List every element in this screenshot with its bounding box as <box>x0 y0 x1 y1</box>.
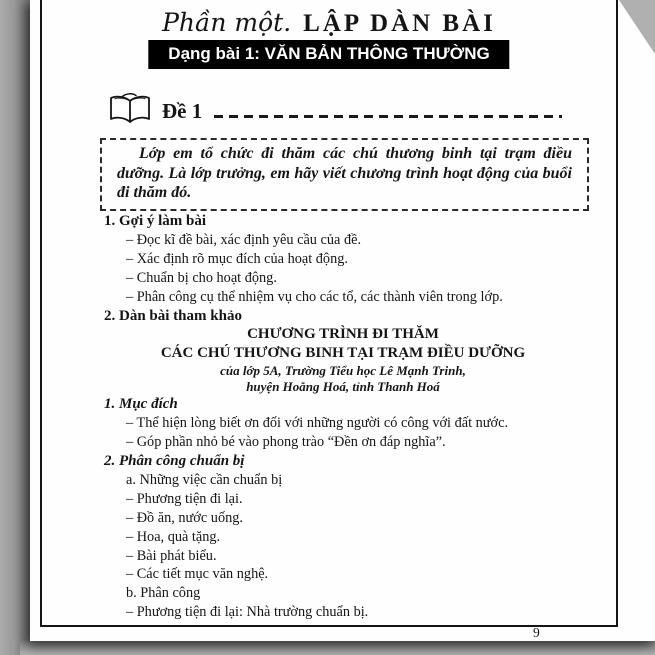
content-line: huyện Hoằng Hoá, tỉnh Thanh Hoá <box>246 379 440 395</box>
content-line: – Hoa, quà tặng. <box>126 528 221 545</box>
content-line: a. Những việc cần chuẩn bị <box>126 471 283 488</box>
part-label: Phần một. <box>162 8 292 37</box>
content-line: 2. Dàn bài tham khảo <box>104 307 242 324</box>
content-line: – Góp phần nhỏ bé vào phong trào “Đền ơn đáp nghĩa”. <box>126 434 446 451</box>
content-line: – Bài phát biểu. <box>126 547 217 564</box>
book-page <box>30 0 655 641</box>
content-line: của lớp 5A, Trường Tiểu học Lê Mạnh Trinh, <box>220 363 466 379</box>
content-list <box>104 212 582 622</box>
page-number: 9 <box>533 625 540 640</box>
bottom-page-shadow <box>20 641 655 655</box>
content-line: – Phân công cụ thể nhiệm vụ cho các tổ, các thành viên trong lớp. <box>126 288 503 305</box>
content-line: – Xác định rõ mục đích của hoạt động. <box>126 250 348 267</box>
exercise-heading-row <box>108 92 562 126</box>
content-line: CHƯƠNG TRÌNH ĐI THĂM <box>247 326 439 343</box>
content-line: b. Phân công <box>126 585 201 602</box>
exercise-prompt-box <box>100 138 589 211</box>
dashed-rule <box>214 115 562 118</box>
content-line: 2. Phân công chuẩn bị <box>104 452 245 469</box>
content-line: – Phương tiện đi lại: Nhà trường chuẩn bị. <box>126 604 369 621</box>
content-line: – Phương tiện đi lại. <box>126 490 243 507</box>
exercise-title: Đề 1 <box>162 99 203 123</box>
content-line: – Thể hiện lòng biết ơn đối với những người có công với đất nước. <box>126 415 509 432</box>
content-line: – Chuẩn bị cho hoạt động. <box>126 269 277 286</box>
left-page-shadow <box>0 0 30 655</box>
content-line: – Đồ ăn, nước uống. <box>126 509 243 526</box>
part-title: LẬP DÀN BÀI <box>303 10 496 37</box>
content-line: 1. Mục đích <box>104 396 178 413</box>
content-line: CÁC CHÚ THƯƠNG BINH TẠI TRẠM ĐIỀU DƯỠNG <box>160 345 526 362</box>
content-line: 1. Gợi ý làm bài <box>104 213 207 229</box>
page-border-frame <box>40 0 618 627</box>
content-line: – Đọc kĩ đề bài, xác định yêu cầu của đề. <box>126 231 362 248</box>
content-line: – Các tiết mục văn nghệ. <box>126 566 269 583</box>
lesson-type-banner: Dạng bài 1: VĂN BẢN THÔNG THƯỜNG <box>148 40 509 69</box>
part-title-row <box>42 8 616 38</box>
page-corner-shadow <box>619 0 655 54</box>
open-book-icon <box>108 92 152 126</box>
exercise-prompt-text: Lớp em tổ chức đi thăm các chú thương binh tại trạm điều dưỡng. Là lớp trưởng, em hãy viết chương trình hoạt động của buổi đi thăm đó. <box>117 145 572 201</box>
